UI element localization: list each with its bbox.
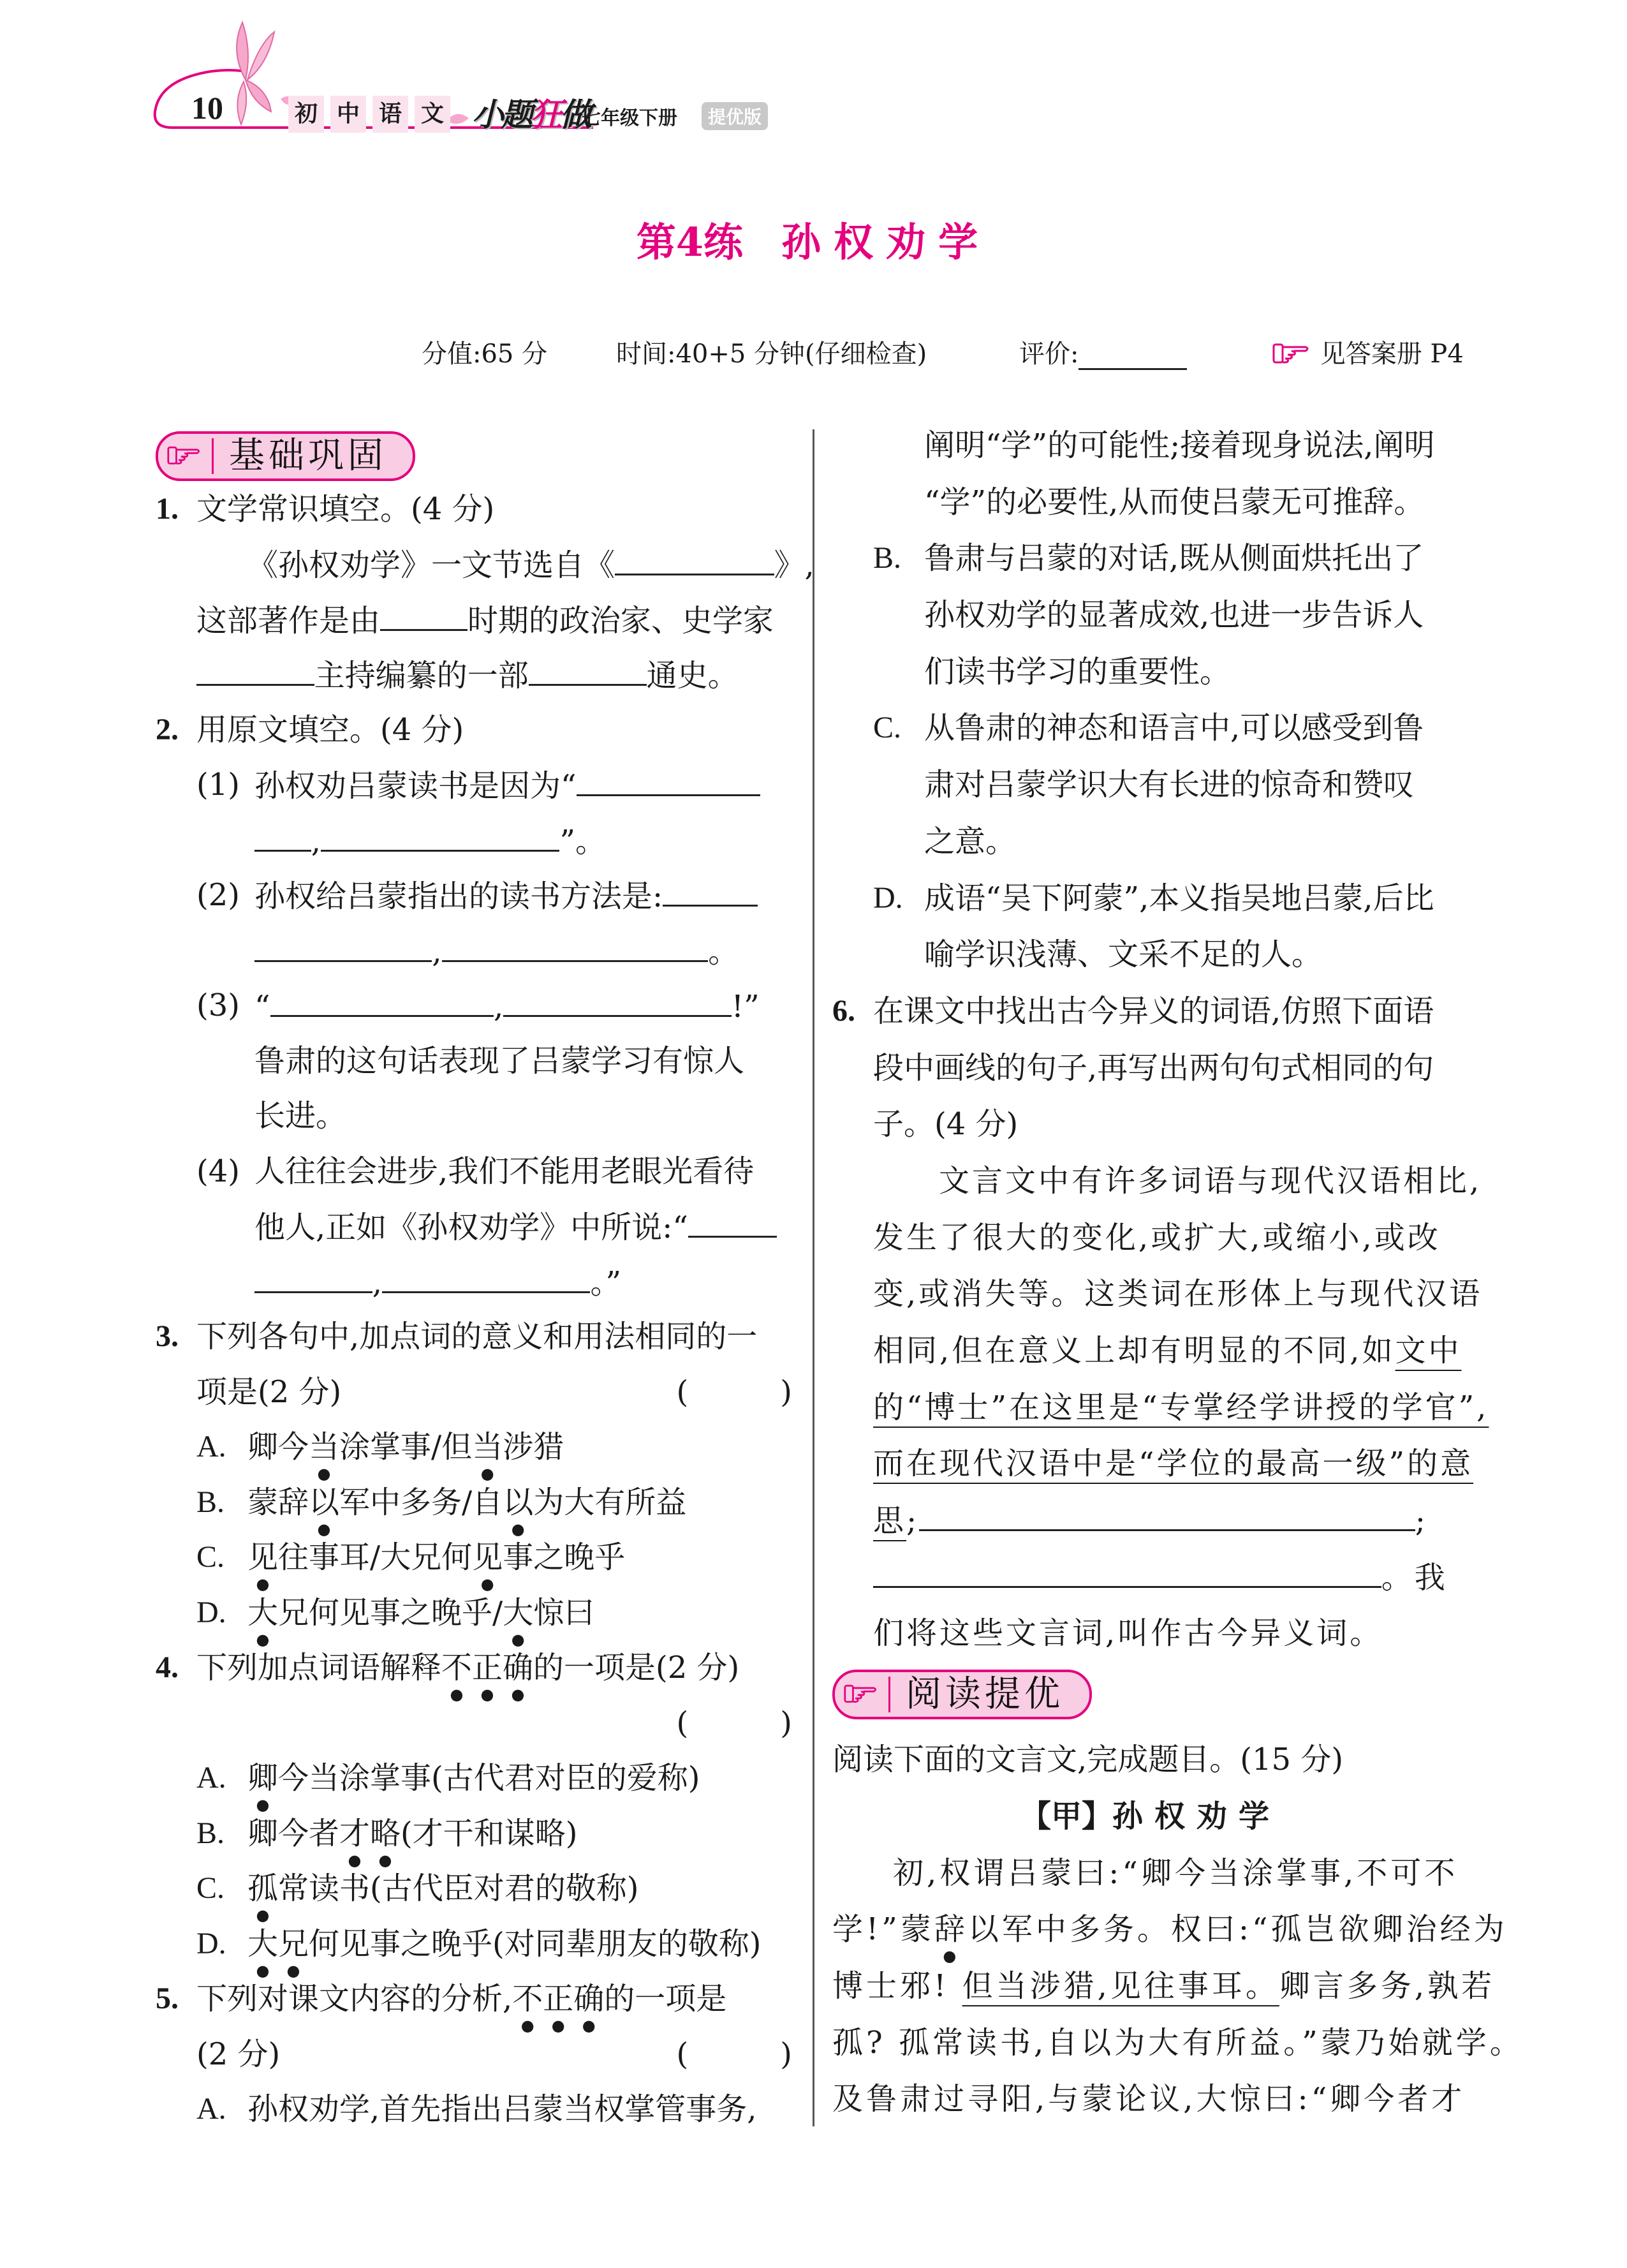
text-segment: ; (1415, 1503, 1428, 1539)
passage-title: 孙权劝学 (1112, 1798, 1281, 1834)
sub-question-label: (3) (196, 988, 240, 1023)
text-line (832, 870, 1469, 927)
pointing-hand-icon (167, 429, 203, 484)
brand-text: 做 (560, 96, 589, 133)
text-line (156, 426, 792, 482)
emphasized-word: 不正确 (512, 1981, 605, 2017)
series-char: 中 (330, 96, 366, 133)
text-line (832, 587, 1469, 644)
text-segment: 阅读下面的文言文,完成题目。(15 分) (832, 1742, 1344, 1778)
text-segment: 学!”蒙 (832, 1911, 934, 1948)
question-number: 6. (832, 993, 855, 1028)
text-segment: 下列各句中,加点词的意义和用法相同的一 (196, 1319, 758, 1354)
rating-blank[interactable] (1079, 343, 1187, 370)
option-label: B. (196, 1816, 225, 1850)
rating-label: 评价: (1019, 339, 1079, 369)
text-segment: 《孙权劝学》一文节选自《 (247, 547, 615, 583)
page-title (0, 211, 1627, 267)
text-line (156, 1971, 792, 2027)
time-info: 时间:40+5 分钟(仔细检查) (616, 339, 927, 369)
text-line (832, 1958, 1496, 2015)
emphasized-word: 孤 (247, 1871, 279, 1906)
text-line (832, 700, 1469, 757)
score-info: 分值:65 分 (422, 339, 548, 369)
page-number: 10 (191, 90, 223, 126)
text-line (156, 1365, 792, 1420)
text-segment: 下列加点词语解释 (196, 1650, 442, 1686)
emphasized-word: 不正确 (441, 1650, 534, 1686)
text-line (156, 923, 792, 979)
answer-blank[interactable] (254, 813, 311, 852)
text-segment: 段中画线的句子,再写出两句句式相同的句 (873, 1049, 1434, 1086)
text-segment: 喻学识浅薄、文采不足的人。 (924, 937, 1323, 973)
emphasized-word: 当 (309, 1429, 340, 1465)
emphasized-word: 大 (247, 1594, 279, 1631)
text-segment: 常读书(古代臣对君的敬称) (278, 1871, 639, 1906)
underlined-text: 的“博士”在这里是“专掌经学讲授的学官”, (873, 1389, 1489, 1425)
emphasized-word: 以 (309, 1484, 340, 1520)
text-line (832, 1549, 1469, 1606)
text-line (156, 1309, 792, 1365)
text-line (156, 1530, 792, 1585)
underlined-text: 而在现代汉语中是“学位的最高一级”的意 (873, 1446, 1474, 1482)
text-line (156, 2082, 792, 2137)
underlined-text: 文中 (1395, 1333, 1462, 1368)
text-line (832, 813, 1469, 870)
text-segment: 。我 (1381, 1559, 1448, 1596)
text-segment: 的一项是(2 分) (533, 1650, 740, 1686)
underlined-text: 思 (873, 1503, 907, 1539)
question-number: 5. (156, 1982, 179, 2015)
text-line (156, 813, 792, 868)
section-header (832, 1670, 1092, 1719)
answer-blank[interactable] (442, 923, 709, 962)
option-label: D. (196, 1926, 226, 1960)
option-label: A. (196, 1430, 226, 1464)
lesson-number: 第4练 (636, 219, 744, 265)
text-segment: 往事耳/大兄何 (278, 1539, 473, 1575)
emphasized-word: 见 (247, 1539, 279, 1575)
column-divider (813, 429, 814, 2126)
text-segment: !” (731, 989, 760, 1025)
text-line (156, 702, 792, 758)
text-segment: 变,或消失等。这类词在形体上与现代汉语 (873, 1276, 1483, 1312)
text-line (832, 644, 1469, 700)
emphasized-word: 大 (503, 1594, 534, 1631)
text-line (156, 1419, 792, 1475)
option-label: C. (873, 711, 902, 745)
text-segment: 他人,正如《孙权劝学》中所说:“ (254, 1210, 688, 1245)
sub-question-label: (4) (196, 1153, 240, 1189)
text-line (156, 1751, 792, 1806)
series-char: 语 (372, 96, 408, 133)
text-line (832, 926, 1469, 983)
underlined-text: 但当涉猎,见往事耳。 (962, 1968, 1279, 2004)
series-title (288, 96, 457, 133)
text-segment: 下列对课文内容的分析, (196, 1981, 513, 2017)
text-line (832, 1210, 1469, 1266)
series-char: 初 (288, 96, 324, 133)
text-segment: ; (906, 1503, 920, 1539)
text-line (156, 1585, 792, 1641)
text-line (832, 1379, 1489, 1436)
left-column (156, 426, 814, 2137)
option-label: A. (196, 2092, 226, 2126)
option-label: D. (873, 880, 903, 915)
text-segment: (才干和谋略) (401, 1815, 578, 1851)
text-segment: 成语“吴下阿蒙”,本义指吴地吕蒙,后比 (924, 880, 1434, 916)
text-segment: 今当涂掌事(古代君对臣的爱称) (278, 1760, 700, 1796)
answer-parentheses[interactable]: ( ) (676, 1374, 792, 1410)
text-segment: 初,权谓吕蒙曰:“卿今当涂掌事,不可不 (893, 1855, 1459, 1891)
text-line (156, 1640, 792, 1696)
answer-blank[interactable] (503, 978, 732, 1017)
text-segment: 们将这些文言词,叫作古今异义词。 (873, 1615, 1383, 1652)
option-label: B. (196, 1485, 225, 1519)
text-segment: 。 (708, 933, 739, 970)
text-segment: 子。(4 分) (873, 1106, 1019, 1143)
answer-blank[interactable] (254, 923, 432, 962)
text-segment: 项是(2 分) (196, 1374, 342, 1410)
answer-parentheses[interactable]: ( ) (676, 1705, 792, 1741)
text-segment: 惊曰 (533, 1594, 595, 1631)
text-segment: 卿言多务,孰若 (1279, 1968, 1496, 2004)
text-segment: 长进。 (254, 1098, 347, 1134)
text-segment: 孙权劝学的显著成效,也进一步告诉人 (924, 597, 1424, 634)
text-line (156, 868, 792, 923)
text-line (156, 1475, 792, 1531)
text-line (156, 1861, 792, 1916)
text-segment: 鲁肃的这句话表现了吕蒙学习有惊人 (254, 1042, 745, 1079)
text-segment: , (493, 989, 504, 1025)
text-segment: 们读书学习的重要性。 (924, 653, 1231, 690)
text-line (832, 2071, 1469, 2128)
text-segment: 阐明“学”的可能性;接着现身说法,阐明 (924, 427, 1435, 463)
option-label: A. (196, 1761, 226, 1795)
right-column (832, 417, 1524, 2128)
text-segment: 军中多务/自 (339, 1484, 503, 1520)
text-segment: 事之晚乎 (503, 1539, 626, 1575)
grade-label: 七年级下册 (582, 107, 677, 130)
text-segment: 孤? 孤常读书,自以为大有所益。”蒙乃始就学。 (832, 2024, 1524, 2061)
answer-blank[interactable] (254, 1254, 372, 1293)
text-line (832, 1901, 1508, 1958)
answer-blank[interactable] (382, 1254, 590, 1293)
text-segment: ”。 (559, 823, 606, 859)
text-segment: 在课文中找出古今异义的词语,仿照下面语 (873, 993, 1434, 1029)
text-segment: 孙权给吕蒙指出的读书方法是: (254, 878, 663, 914)
text-segment: 。” (590, 1264, 621, 1301)
text-segment: 孙权劝学,首先指出吕蒙当权掌管事务, (247, 2091, 757, 2127)
edition-badge: 提优版 (702, 102, 768, 130)
text-line (832, 530, 1469, 587)
question-number: 1. (156, 491, 179, 526)
answer-blank[interactable] (196, 647, 314, 686)
question-number: 2. (156, 712, 179, 746)
brand-logo (472, 89, 589, 135)
text-line (156, 2027, 792, 2082)
emphasized-word: 当 (472, 1429, 503, 1465)
text-segment: , (432, 933, 442, 970)
section-header-divider (888, 1677, 890, 1712)
text-line (832, 1492, 1469, 1549)
text-line (832, 1266, 1483, 1323)
text-segment: 发生了很大的变化,或扩大,或缩小,或改 (873, 1219, 1441, 1256)
text-segment: 涂掌事/但 (339, 1429, 473, 1465)
text-line (156, 1916, 792, 1972)
text-segment: “ (254, 989, 270, 1025)
text-line (156, 1254, 792, 1310)
text-line (832, 417, 1469, 474)
answer-blank[interactable] (919, 1492, 1415, 1531)
option-label: D. (196, 1595, 226, 1629)
text-line (832, 474, 1469, 531)
section-header (156, 431, 415, 481)
text-line (156, 1144, 792, 1199)
text-line (156, 757, 792, 813)
text-segment: 【甲】 (1020, 1798, 1112, 1834)
answer-parentheses[interactable]: ( ) (676, 2036, 792, 2072)
text-line (832, 757, 1469, 813)
text-segment: 相同,但在意义上却有明显的不同,如 (873, 1333, 1395, 1368)
text-line (832, 1096, 1469, 1153)
text-segment: (2 分) (196, 2036, 281, 2072)
series-char: 文 (415, 96, 450, 133)
lesson-name: 孙权劝学 (781, 219, 991, 265)
pointing-hand-icon (1272, 341, 1312, 371)
text-segment: “学”的必要性,从而使吕蒙无可推辞。 (924, 484, 1425, 520)
text-segment: 从鲁肃的神态和语言中,可以感受到鲁 (924, 710, 1424, 746)
brand-text: 小题 (472, 96, 531, 133)
question-number: 3. (156, 1319, 179, 1353)
text-line (156, 1199, 792, 1254)
emphasized-word: 才略 (339, 1815, 401, 1851)
text-line (156, 592, 792, 648)
answer-blank[interactable] (663, 868, 758, 907)
section-header-label: 基础巩固 (229, 435, 387, 477)
text-segment: , (311, 823, 321, 859)
text-segment: 为大有所益 (533, 1484, 687, 1520)
emphasized-word: 卿 (247, 1760, 279, 1796)
brand-text-accent: 狂 (531, 96, 560, 133)
text-segment: 之意。 (924, 823, 1017, 859)
text-segment: 博士邪! (832, 1968, 962, 2004)
option-label: B. (873, 541, 902, 575)
text-segment: 卿今者 (247, 1815, 340, 1851)
text-line (832, 1153, 1482, 1210)
rating-field (1019, 334, 1187, 370)
text-segment: 鲁肃与吕蒙的对话,既从侧面烘托出了 (924, 540, 1424, 577)
text-segment: 》, (774, 547, 814, 583)
emphasized-word: 大兄 (247, 1925, 309, 1962)
text-segment: 蒙辞 (247, 1484, 309, 1520)
text-line (156, 978, 792, 1034)
text-line (832, 1323, 1469, 1379)
text-segment: 以军中多务。权曰:“孤岂欲卿治经为 (968, 1911, 1508, 1948)
text-segment: 主持编纂的一部 (314, 658, 529, 693)
text-segment: 的一项是 (604, 1981, 727, 2017)
option-label: C. (196, 1540, 225, 1574)
answer-reference (1272, 334, 1464, 371)
text-segment: 人往往会进步,我们不能用老眼光看待 (254, 1153, 755, 1189)
answer-blank[interactable] (577, 757, 760, 796)
text-segment: 通史。 (646, 658, 739, 693)
sub-question-label: (1) (196, 767, 240, 803)
text-line (156, 1696, 792, 1751)
text-line (156, 482, 792, 537)
text-segment: 用原文填空。(4 分) (196, 711, 464, 748)
text-line (156, 1806, 792, 1862)
text-segment: 这部著作是由 (196, 602, 381, 639)
answer-blank[interactable] (270, 978, 494, 1017)
pointing-hand-icon (844, 1677, 880, 1712)
emphasized-word: 以 (503, 1484, 534, 1520)
text-segment: 卿今 (247, 1429, 309, 1465)
text-segment: 及鲁肃过寻阳,与蒙论议,大惊曰:“卿今者才 (832, 2081, 1466, 2117)
text-segment: , (372, 1264, 383, 1301)
text-line (832, 1040, 1469, 1097)
text-line (156, 1088, 792, 1144)
question-number: 4. (156, 1650, 179, 1684)
text-line (156, 1034, 792, 1089)
text-line (832, 1435, 1474, 1492)
text-line (832, 1788, 1469, 1845)
answer-reference-text: 见答案册 P4 (1320, 339, 1464, 369)
text-segment: 时期的政治家、史学家 (467, 602, 774, 639)
answer-blank[interactable] (529, 647, 647, 686)
emphasized-word: 见 (472, 1539, 503, 1575)
section-header-label: 阅读提优 (906, 1673, 1064, 1716)
text-line (832, 2015, 1524, 2072)
text-line (156, 537, 814, 592)
text-line (832, 1845, 1469, 1902)
option-label: C. (196, 1871, 225, 1905)
answer-blank[interactable] (873, 1549, 1381, 1588)
text-segment: 文学常识填空。(4 分) (196, 491, 495, 527)
text-segment: 文言文中有许多词语与现代汉语相比, (939, 1162, 1482, 1199)
text-line (832, 1662, 1469, 1731)
section-header-divider (212, 438, 214, 474)
answer-blank[interactable] (615, 537, 774, 575)
text-line (832, 1605, 1469, 1662)
text-line (832, 983, 1469, 1040)
answer-blank[interactable] (380, 592, 467, 631)
text-line (832, 1731, 1469, 1788)
text-segment: 兄何见事之晚乎/ (278, 1594, 503, 1631)
text-segment: 肃对吕蒙学识大有长进的惊奇和赞叹 (924, 767, 1415, 803)
emphasized-word: 辞 (934, 1911, 968, 1948)
sub-question-label: (2) (196, 877, 240, 913)
text-segment: 何见事之晚乎(对同辈朋友的敬称) (309, 1925, 762, 1962)
text-line (156, 647, 792, 702)
answer-blank[interactable] (688, 1199, 777, 1238)
text-segment: 孙权劝吕蒙读书是因为“ (254, 768, 577, 804)
text-segment: 涉猎 (503, 1429, 564, 1465)
answer-blank[interactable] (321, 813, 559, 852)
